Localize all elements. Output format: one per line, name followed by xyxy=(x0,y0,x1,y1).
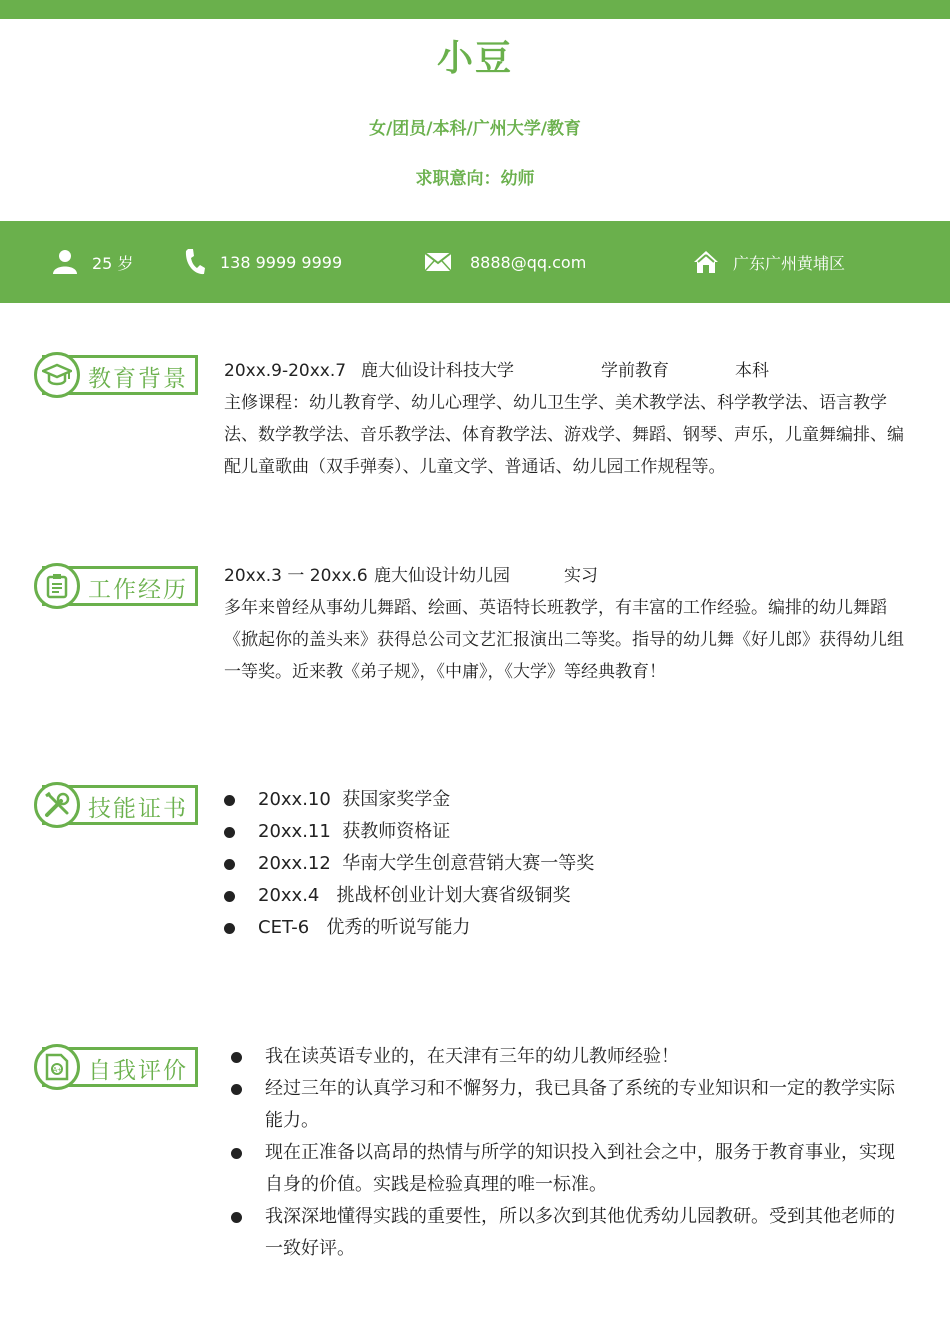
list-item: CET-6 优秀的听说写能力 xyxy=(224,912,904,944)
list-item: 20xx.10 获国家奖学金 xyxy=(224,784,904,816)
list-item: 20xx.4 挑战杯创业计划大赛省级铜奖 xyxy=(224,880,904,912)
education-content xyxy=(224,355,904,483)
self-eval-title: 自我评价 xyxy=(88,1058,188,1084)
education-major: 学前教育 xyxy=(601,361,669,381)
list-item: 我深深地懂得实践的重要性，所以多次到其他优秀幼儿园教研。受到其他老师的一致好评。 xyxy=(231,1201,901,1265)
education-period: 20xx.9-20xx.7 xyxy=(224,361,347,381)
job-objective: 求职意向：幼师 xyxy=(415,169,535,189)
skills-badge xyxy=(34,782,198,828)
list-item: 经过三年的认真学习和不懈努力，我已具备了系统的专业知识和一定的教学实际能力。 xyxy=(231,1073,901,1137)
phone-icon xyxy=(184,248,206,276)
list-item: 我在读英语专业的，在天津有三年的幼儿教师经验！ xyxy=(231,1041,901,1073)
list-item: 现在正准备以高昂的热情与所学的知识投入到社会之中，服务于教育事业，实现自身的价值。实践是检验真理的唯一标准。 xyxy=(231,1137,901,1201)
person-icon xyxy=(52,249,78,275)
home-icon xyxy=(693,250,719,274)
education-school: 鹿大仙设计科技大学 xyxy=(361,361,514,381)
contact-phone xyxy=(184,221,342,303)
education-title: 教育背景 xyxy=(88,366,188,392)
mail-icon xyxy=(424,252,452,272)
document-badge-icon xyxy=(34,1044,80,1090)
svg-text:A+: A+ xyxy=(52,1067,62,1074)
skills-list xyxy=(224,784,904,944)
candidate-meta: 女/团员/本科/广州大学/教育 xyxy=(369,119,581,139)
candidate-name: 小豆 xyxy=(436,38,513,79)
work-org: 鹿大仙设计幼儿园 xyxy=(374,566,510,586)
contact-email xyxy=(424,221,586,303)
top-accent-bar xyxy=(0,0,950,19)
education-degree: 本科 xyxy=(735,361,769,381)
list-item: 20xx.11 获教师资格证 xyxy=(224,816,904,848)
clipboard-icon xyxy=(34,563,80,609)
address-text: 广东广州黄埔区 xyxy=(733,253,846,273)
self-eval-list xyxy=(231,1041,901,1265)
education-courses: 主修课程：幼儿教育学、幼儿心理学、幼儿卫生学、美术教学法、科学教学法、语言教学法、数学教学法、音乐教学法、体育教学法、游戏学、舞蹈、钢琴、声乐，儿童舞编排、编配儿童歌曲（双手弹奏）、儿童文学、普通话、幼儿园工作规程等。 xyxy=(224,393,904,477)
work-role: 实习 xyxy=(564,566,598,586)
work-description: 多年来曾经从事幼儿舞蹈、绘画、英语特长班教学，有丰富的工作经验。编排的幼儿舞蹈《掀起你的盖头来》获得总公司文艺汇报演出二等奖。指导的幼儿舞《好儿郎》获得幼儿组一等奖。近来教《弟子规》，《中庸》，《大学》等经典教育！ xyxy=(224,598,904,682)
self-eval-badge xyxy=(34,1044,198,1090)
work-badge xyxy=(34,563,198,609)
graduation-cap-icon xyxy=(34,352,80,398)
education-badge xyxy=(34,352,198,398)
work-header-row xyxy=(224,560,904,592)
list-item: 20xx.12 华南大学生创意营销大赛一等奖 xyxy=(224,848,904,880)
age-text: 25 岁 xyxy=(92,253,134,273)
skills-title: 技能证书 xyxy=(88,796,188,822)
contact-address xyxy=(693,221,845,303)
email-text: 8888@qq.com xyxy=(470,252,587,272)
tools-icon xyxy=(34,782,80,828)
contact-age xyxy=(52,221,133,303)
work-period: 20xx.3 一 20xx.6 xyxy=(224,566,368,586)
work-content xyxy=(224,560,904,688)
work-title: 工作经历 xyxy=(88,577,188,603)
contact-band xyxy=(0,221,950,303)
education-header-row xyxy=(224,355,904,387)
phone-text: 138 9999 9999 xyxy=(220,252,343,272)
